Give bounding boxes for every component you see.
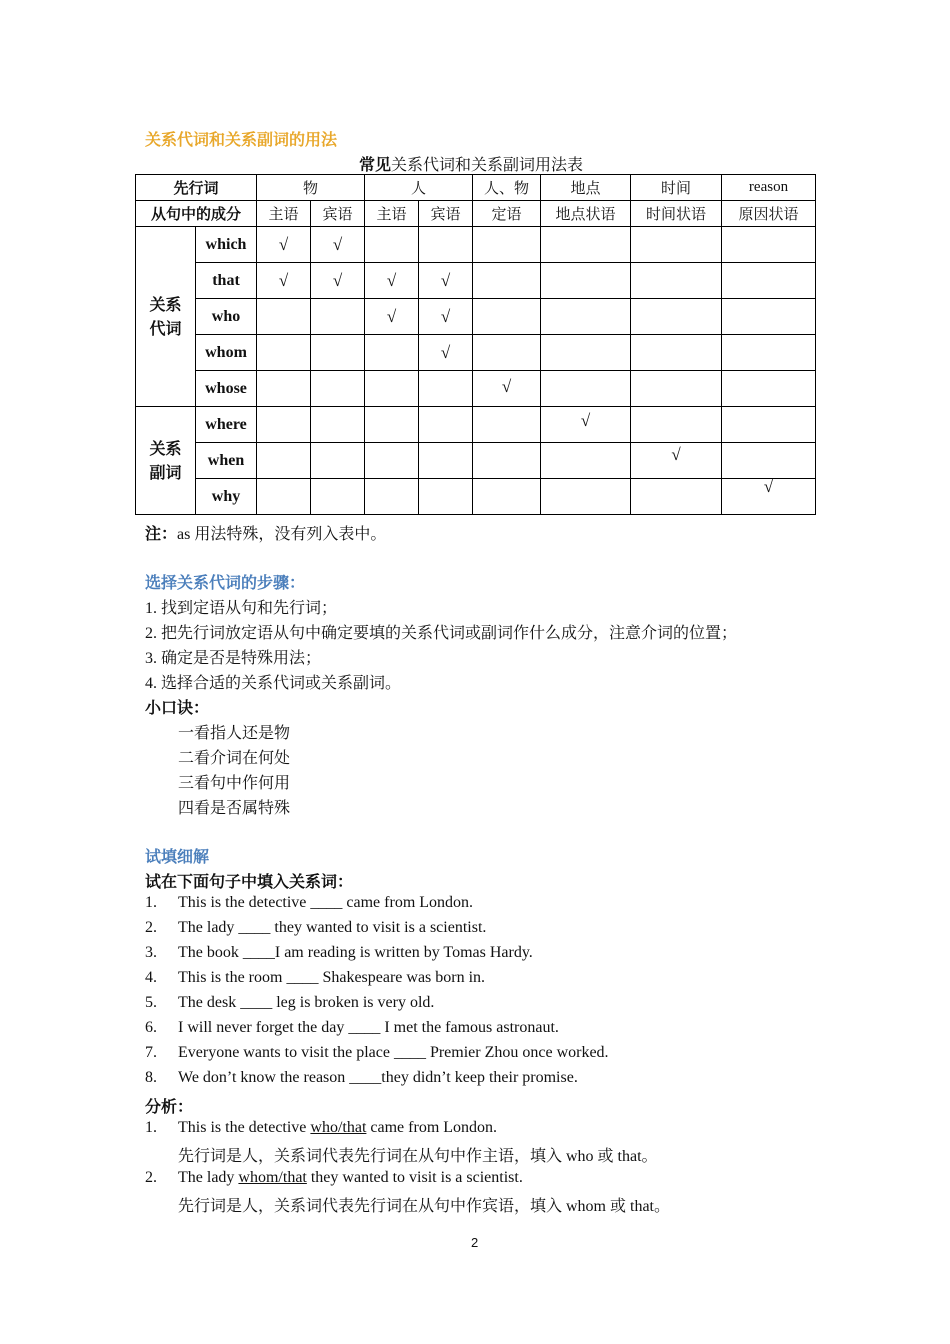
analysis-item-number: 2. <box>145 1169 157 1186</box>
check-mark-icon: √ <box>671 444 681 464</box>
usage-cell <box>365 443 419 479</box>
table-body <box>136 227 816 515</box>
usage-cell <box>257 263 311 299</box>
practice-item <box>145 969 485 987</box>
relative-words-table <box>135 174 816 515</box>
header-attributive: 定语 <box>473 201 541 227</box>
practice-item-text: I will never forget the day ____ I met the famous astronaut. <box>178 1019 559 1036</box>
analysis-item-number: 1. <box>145 1119 157 1136</box>
practice-item-text: The book ____I am reading is written by Tomas Hardy. <box>178 944 533 961</box>
usage-cell <box>473 335 541 371</box>
usage-cell <box>365 335 419 371</box>
relative-word: when <box>196 443 257 479</box>
header-subject-thing: 主语 <box>257 201 311 227</box>
usage-cell <box>631 227 722 263</box>
group-relative-pronouns <box>136 227 196 407</box>
practice-item-number: 5. <box>145 994 157 1011</box>
rhyme-title: 小口诀： <box>145 698 210 717</box>
usage-cell <box>365 479 419 515</box>
header-time: 时间 <box>631 175 722 201</box>
header-reason-adverbial: 原因状语 <box>722 201 816 227</box>
header-place-adverbial: 地点状语 <box>541 201 631 227</box>
table-title-rest: 关系代词和关系副词用法表 <box>391 157 584 174</box>
usage-cell <box>722 443 816 479</box>
practice-item <box>145 919 486 937</box>
header-place: 地点 <box>541 175 631 201</box>
group-relative-adverbs <box>136 407 196 515</box>
check-mark-icon: √ <box>440 342 451 362</box>
relative-word: that <box>196 263 257 299</box>
section-title-usage: 关系代词和关系副词的用法 <box>145 130 338 149</box>
usage-cell <box>722 335 816 371</box>
usage-cell <box>541 335 631 371</box>
rhyme-line: 四看是否属特殊 <box>178 800 291 817</box>
check-mark-icon: √ <box>386 270 397 290</box>
usage-cell <box>311 479 365 515</box>
table-row-who <box>136 299 816 335</box>
usage-cell <box>311 443 365 479</box>
analysis-item <box>145 1119 497 1137</box>
practice-item <box>145 894 473 912</box>
usage-cell <box>311 299 365 335</box>
usage-cell <box>365 371 419 407</box>
note-text: as 用法特殊，没有列入表中。 <box>177 526 387 543</box>
analysis-text-after: came from London. <box>366 1119 498 1136</box>
header-row-antecedent <box>136 175 816 201</box>
table-title-bold: 常见 <box>359 155 392 174</box>
practice-item-text: The desk ____ leg is broken is very old. <box>178 994 435 1011</box>
usage-cell <box>541 407 631 443</box>
practice-item-text: The lady ____ they wanted to visit is a scientist. <box>178 919 487 936</box>
relative-word: whom <box>196 335 257 371</box>
analysis-item <box>145 1169 523 1187</box>
usage-cell <box>473 227 541 263</box>
step-item: 2. 把先行词放定语从句中确定要填的关系代词或副词作什么成分，注意介词的位置； <box>145 625 738 642</box>
usage-cell <box>541 227 631 263</box>
practice-item-number: 3. <box>145 944 157 961</box>
usage-cell <box>473 299 541 335</box>
usage-cell <box>722 371 816 407</box>
usage-cell <box>541 443 631 479</box>
usage-cell <box>473 371 541 407</box>
practice-title: 试填细解 <box>145 847 210 866</box>
usage-cell <box>257 371 311 407</box>
practice-item-text: This is the room ____ Shakespeare was born in. <box>178 969 486 986</box>
usage-cell <box>631 371 722 407</box>
usage-cell <box>631 443 722 479</box>
check-mark-icon: √ <box>386 306 397 326</box>
usage-cell <box>722 407 816 443</box>
header-object-thing: 宾语 <box>311 201 365 227</box>
table-row-whom <box>136 335 816 371</box>
usage-cell <box>419 335 473 371</box>
usage-cell <box>419 263 473 299</box>
check-mark-icon: √ <box>440 306 451 326</box>
table-note <box>145 521 386 544</box>
usage-cell <box>631 479 722 515</box>
usage-cell <box>722 263 816 299</box>
analysis-text-after: they wanted to visit is a scientist. <box>306 1169 523 1186</box>
table-row-whose <box>136 371 816 407</box>
steps-title: 选择关系代词的步骤： <box>145 573 306 592</box>
header-person-thing: 人、物 <box>473 175 541 201</box>
usage-cell <box>419 227 473 263</box>
rhyme-line: 二看介词在何处 <box>178 750 291 767</box>
group-label-line: 副词 <box>149 462 182 482</box>
check-mark-icon: √ <box>332 270 343 290</box>
analysis-explanation: 先行词是人，关系词代表先行词在从句中作宾语，填入 whom 或 that。 <box>178 1198 670 1215</box>
usage-cell <box>419 443 473 479</box>
table-title <box>359 152 583 175</box>
check-mark-icon: √ <box>501 376 512 396</box>
practice-item-text: We don’t know the reason ____they didn’t keep their promise. <box>178 1069 578 1086</box>
step-item: 3. 确定是否是特殊用法； <box>145 650 322 667</box>
page-number: 2 <box>471 1235 479 1250</box>
practice-item-number: 8. <box>145 1069 157 1086</box>
check-mark-icon: √ <box>763 476 774 496</box>
table-row-when <box>136 443 816 479</box>
practice-instruction: 试在下面句子中填入关系词： <box>145 872 354 891</box>
practice-item <box>145 1044 609 1062</box>
practice-item-text: This is the detective ____ came from London. <box>178 894 474 911</box>
header-clause-function: 从句中的成分 <box>136 201 257 227</box>
check-mark-icon: √ <box>332 234 343 254</box>
table-row-where <box>136 407 816 443</box>
usage-cell <box>631 263 722 299</box>
practice-item <box>145 994 434 1012</box>
relative-word: which <box>196 227 257 263</box>
rhyme-line: 三看句中作何用 <box>178 775 291 792</box>
practice-item <box>145 1069 578 1087</box>
usage-cell <box>419 407 473 443</box>
practice-item-number: 4. <box>145 969 157 986</box>
header-reason: reason <box>722 175 816 201</box>
usage-cell <box>722 227 816 263</box>
usage-cell <box>419 371 473 407</box>
group-label-line: 关系 <box>149 294 182 314</box>
usage-cell <box>541 299 631 335</box>
usage-cell <box>311 335 365 371</box>
header-object-person: 宾语 <box>419 201 473 227</box>
relative-word: why <box>196 479 257 515</box>
group-label-line: 关系 <box>149 438 182 458</box>
usage-cell <box>365 263 419 299</box>
usage-cell <box>722 299 816 335</box>
usage-cell <box>365 407 419 443</box>
practice-item <box>145 944 533 962</box>
analysis-text-before: This is the detective <box>178 1119 311 1136</box>
header-thing: 物 <box>257 175 365 201</box>
usage-cell <box>257 443 311 479</box>
check-mark-icon: √ <box>580 410 591 430</box>
header-time-adverbial: 时间状语 <box>631 201 722 227</box>
analysis-title: 分析： <box>145 1097 194 1116</box>
usage-cell <box>541 371 631 407</box>
practice-item-number: 2. <box>145 919 157 936</box>
usage-cell <box>473 443 541 479</box>
header-antecedent: 先行词 <box>136 175 257 201</box>
usage-cell <box>365 227 419 263</box>
usage-cell <box>311 371 365 407</box>
step-item: 1. 找到定语从句和先行词； <box>145 600 338 617</box>
usage-cell <box>419 299 473 335</box>
group-label-line: 代词 <box>149 318 182 338</box>
usage-cell <box>419 479 473 515</box>
note-label: 注： <box>145 524 178 543</box>
analysis-answer: whom/that <box>238 1169 307 1186</box>
header-person: 人 <box>365 175 473 201</box>
usage-cell <box>311 407 365 443</box>
table-row-which <box>136 227 816 263</box>
analysis-answer: who/that <box>310 1119 367 1136</box>
usage-cell <box>473 263 541 299</box>
practice-item-number: 6. <box>145 1019 157 1036</box>
practice-item-number: 7. <box>145 1044 157 1061</box>
step-item: 4. 选择合适的关系代词或关系副词。 <box>145 675 402 692</box>
check-mark-icon: √ <box>278 234 289 254</box>
check-mark-icon: √ <box>278 270 289 290</box>
header-subject-person: 主语 <box>365 201 419 227</box>
relative-word: who <box>196 299 257 335</box>
usage-cell <box>257 407 311 443</box>
usage-cell <box>473 479 541 515</box>
usage-cell <box>257 479 311 515</box>
usage-cell <box>631 335 722 371</box>
analysis-explanation: 先行词是人，关系词代表先行词在从句中作主语，填入 who 或 that。 <box>178 1148 658 1165</box>
table-row-that <box>136 263 816 299</box>
practice-item-text: Everyone wants to visit the place ____ Premier Zhou once worked. <box>178 1044 609 1061</box>
practice-item <box>145 1019 559 1037</box>
usage-cell <box>631 299 722 335</box>
practice-item-number: 1. <box>145 894 157 911</box>
usage-cell <box>257 299 311 335</box>
usage-cell <box>257 335 311 371</box>
check-mark-icon: √ <box>440 270 451 290</box>
relative-word: where <box>196 407 257 443</box>
relative-word: whose <box>196 371 257 407</box>
usage-cell <box>631 407 722 443</box>
table-row-why <box>136 479 816 515</box>
header-row-function <box>136 201 816 227</box>
usage-cell <box>473 407 541 443</box>
usage-cell <box>257 227 311 263</box>
usage-cell <box>541 263 631 299</box>
usage-cell <box>311 263 365 299</box>
usage-cell <box>365 299 419 335</box>
analysis-text-before: The lady <box>178 1169 239 1186</box>
usage-cell <box>541 479 631 515</box>
usage-cell <box>311 227 365 263</box>
rhyme-line: 一看指人还是物 <box>178 725 291 742</box>
usage-cell <box>722 476 816 515</box>
